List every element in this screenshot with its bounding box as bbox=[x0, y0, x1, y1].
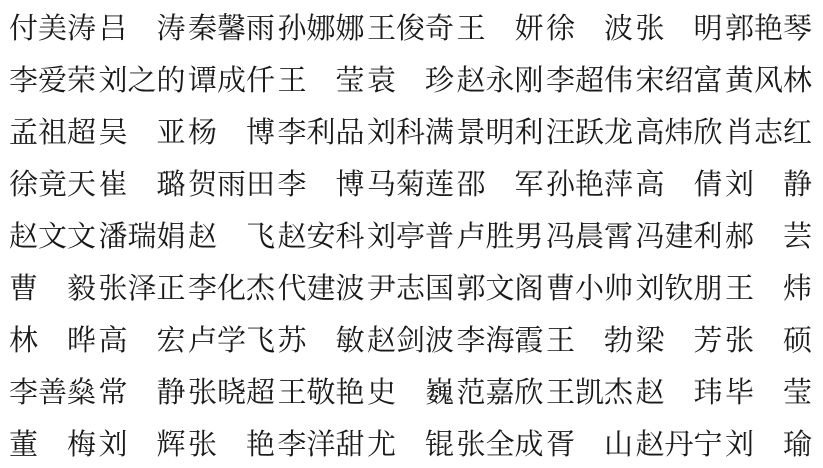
name-cell: 崔 璐 bbox=[98, 168, 186, 201]
name-cell: 李超伟 bbox=[546, 64, 634, 97]
name-cell: 刘 瑜 bbox=[725, 428, 813, 461]
name-cell: 张晓超 bbox=[188, 376, 276, 409]
name-cell: 赵安科 bbox=[277, 220, 365, 253]
name-cell: 郭文阁 bbox=[456, 272, 544, 305]
name-cell: 赵剑波 bbox=[367, 324, 455, 357]
name-cell: 张 艳 bbox=[188, 428, 276, 461]
name-cell: 林 晔 bbox=[9, 324, 97, 357]
name-cell: 刘钦朋 bbox=[635, 272, 723, 305]
name-cell: 付美涛 bbox=[9, 12, 97, 45]
name-cell: 梁 芳 bbox=[635, 324, 723, 357]
name-cell: 胥 山 bbox=[546, 428, 634, 461]
name-cell: 代建波 bbox=[277, 272, 365, 305]
name-cell: 王 莹 bbox=[277, 64, 365, 97]
name-cell: 刘科满 bbox=[367, 116, 455, 149]
name-cell: 王 妍 bbox=[456, 12, 544, 45]
name-cell: 李善燊 bbox=[9, 376, 97, 409]
name-cell: 张 硕 bbox=[725, 324, 813, 357]
name-cell: 毕 莹 bbox=[725, 376, 813, 409]
name-cell: 常 静 bbox=[98, 376, 186, 409]
name-cell: 曹小帅 bbox=[546, 272, 634, 305]
name-cell: 刘 辉 bbox=[98, 428, 186, 461]
name-cell: 高 倩 bbox=[635, 168, 723, 201]
name-cell: 肖志红 bbox=[725, 116, 813, 149]
name-cell: 宋绍富 bbox=[635, 64, 723, 97]
name-cell: 尤 锟 bbox=[367, 428, 455, 461]
name-cell: 张 明 bbox=[635, 12, 723, 45]
name-cell: 冯建利 bbox=[635, 220, 723, 253]
name-cell: 高 宏 bbox=[98, 324, 186, 357]
name-cell: 卢胜男 bbox=[456, 220, 544, 253]
name-cell: 尹志国 bbox=[367, 272, 455, 305]
name-cell: 卢学飞 bbox=[188, 324, 276, 357]
name-cell: 刘 静 bbox=[725, 168, 813, 201]
name-cell: 张泽正 bbox=[98, 272, 186, 305]
name-cell: 李海霞 bbox=[456, 324, 544, 357]
name-cell: 王 炜 bbox=[725, 272, 813, 305]
name-cell: 李爱荣 bbox=[9, 64, 97, 97]
name-cell: 秦馨雨 bbox=[188, 12, 276, 45]
name-cell: 李 博 bbox=[277, 168, 365, 201]
name-cell: 王俊奇 bbox=[367, 12, 455, 45]
name-cell: 冯晨霄 bbox=[546, 220, 634, 253]
name-cell: 景明利 bbox=[456, 116, 544, 149]
name-cell: 赵 玮 bbox=[635, 376, 723, 409]
name-cell: 黄风林 bbox=[725, 64, 813, 97]
name-cell: 赵永刚 bbox=[456, 64, 544, 97]
name-cell: 邵 军 bbox=[456, 168, 544, 201]
name-cell: 张全成 bbox=[456, 428, 544, 461]
name-cell: 贺雨田 bbox=[188, 168, 276, 201]
name-cell: 赵 飞 bbox=[188, 220, 276, 253]
name-cell: 袁 珍 bbox=[367, 64, 455, 97]
name-cell: 王凯杰 bbox=[546, 376, 634, 409]
name-cell: 刘之的 bbox=[98, 64, 186, 97]
name-cell: 李利品 bbox=[277, 116, 365, 149]
name-cell: 孙娜娜 bbox=[277, 12, 365, 45]
name-cell: 郝 芸 bbox=[725, 220, 813, 253]
name-cell: 孟祖超 bbox=[9, 116, 97, 149]
name-cell: 范嘉欣 bbox=[456, 376, 544, 409]
name-cell: 董 梅 bbox=[9, 428, 97, 461]
name-cell: 杨 博 bbox=[188, 116, 276, 149]
name-cell: 郭艳琴 bbox=[725, 12, 813, 45]
name-cell: 吴 亚 bbox=[98, 116, 186, 149]
name-cell: 汪跃龙 bbox=[546, 116, 634, 149]
name-cell: 赵丹宁 bbox=[635, 428, 723, 461]
name-cell: 徐竟天 bbox=[9, 168, 97, 201]
name-cell: 刘亭普 bbox=[367, 220, 455, 253]
name-cell: 王敬艳 bbox=[277, 376, 365, 409]
name-cell: 高炜欣 bbox=[635, 116, 723, 149]
name-cell: 孙艳萍 bbox=[546, 168, 634, 201]
name-cell: 徐 波 bbox=[546, 12, 634, 45]
name-cell: 吕 涛 bbox=[98, 12, 186, 45]
name-cell: 李化杰 bbox=[188, 272, 276, 305]
name-cell: 苏 敏 bbox=[277, 324, 365, 357]
name-cell: 马菊莲 bbox=[367, 168, 455, 201]
name-cell: 潘瑞娟 bbox=[98, 220, 186, 253]
name-cell: 史 巍 bbox=[367, 376, 455, 409]
name-cell: 谭成仟 bbox=[188, 64, 276, 97]
name-cell: 赵文文 bbox=[9, 220, 97, 253]
name-cell: 曹 毅 bbox=[9, 272, 97, 305]
name-cell: 李洋甜 bbox=[277, 428, 365, 461]
name-cell: 王 勃 bbox=[546, 324, 634, 357]
